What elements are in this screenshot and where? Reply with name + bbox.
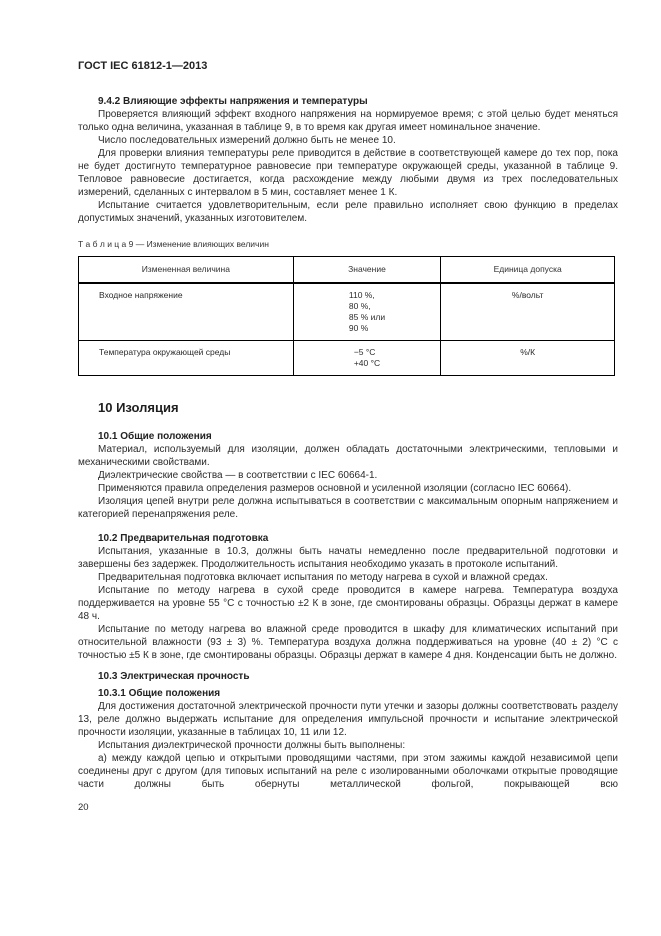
paragraph: Применяются правила определения размеров основной и усиленной изоляции (согласно IEC 60664). <box>98 483 572 494</box>
cell-value <box>293 341 441 376</box>
section-10-3-1-heading: 10.3.1 Общие положения <box>98 688 221 699</box>
value-line: −5 °С <box>353 347 376 357</box>
section-10-2-heading: 10.2 Предварительная подготовка <box>98 533 269 544</box>
table-header-row <box>79 257 615 284</box>
table-row <box>79 283 615 341</box>
section-10-2 <box>78 532 618 662</box>
paragraph: Испытания диэлектрической прочности должны быть выполнены: <box>98 740 406 751</box>
cell-unit: %/К <box>441 341 615 376</box>
paragraph: Испытание по методу нагрева в сухой среде проводится в камере нагрева. Температура воздуха поддерживается на уровне 55 °С с точностью ±2 К в зоне, где смонтированы образцы. Образцы держат в камере 48 ч. <box>78 585 618 622</box>
paragraph: Испытание считается удовлетворительным, если реле правильно исполняет свою функцию в пределах допустимых значений, указанных изготовителем. <box>78 200 618 224</box>
section-9-4-2 <box>78 95 618 225</box>
value-line: 85 % или <box>348 312 386 322</box>
paragraph: Испытания, указанные в 10.3, должны быть начаты немедленно после предварительной подготовки и завершены без задержек. Продолжительность испытания необходимо указать в протоколе испытаний. <box>78 546 618 570</box>
paragraph: Проверяется влияющий эффект входного напряжения на нормируемое время; с этой целью будет меняться только одна величина, указанная в таблице 9, в то время как другая имеет номинальное значение. <box>78 109 618 133</box>
column-header-quantity: Измененная величина <box>79 257 294 284</box>
paragraph: Число последовательных измерений должно быть не менее 10. <box>98 135 396 146</box>
page-number: 20 <box>78 802 89 813</box>
paragraph: Предварительная подготовка включает испытания по методу нагрева в сухой и влажной средах. <box>98 572 548 583</box>
paragraph: Для проверки влияния температуры реле приводится в действие в соответствующей камере до тех пор, пока не будет достигнуто температурное равновесие при температуре окружающей среды, указанной в таблице 9. Тепловое равновесие достигается, когда расхождение между любыми двумя из трех последовательных измерений, сделанных с интервалом в 5 мин, составляет менее 1 К. <box>78 148 618 198</box>
paragraph: Материал, используемый для изоляции, должен обладать достаточными электрическими, тепловыми и механическими свойствами. <box>78 444 618 468</box>
cell-unit: %/вольт <box>441 283 615 341</box>
paragraph: Диэлектрические свойства — в соответствии с IEC 60664-1. <box>98 470 378 481</box>
section-10-1-heading: 10.1 Общие положения <box>98 431 212 442</box>
paragraph: а) между каждой цепью и открытыми проводящими частями, при этом зажимы каждой независимой цепи соединены друг с другом (для типовых испытаний на реле с изолированными оболочками открытые проводящие части должны быть обернуты металлической фольгой, покрывающей всю <box>78 753 618 790</box>
paragraph: Испытание по методу нагрева во влажной среде проводится в шкафу для климатических испытаний при относительной влажности (93 ± 3) %. Температура воздуха должна поддерживаться на уровне (40 ± 2) °С с точностью ±5 К в зоне, где смонтированы образцы. Образцы держат в камере 4 дня. Конденсации быть не должно. <box>78 624 618 661</box>
table-9-caption: Т а б л и ц а 9 — Изменение влияющих величин <box>78 239 269 249</box>
section-10-heading: 10 Изоляция <box>98 400 179 415</box>
value-line: 90 % <box>348 323 369 333</box>
table-row <box>79 341 615 376</box>
paragraph: Изоляция цепей внутри реле должна испытываться в соответствии с максимальным опорным напряжением и категорией перенапряжения реле. <box>78 496 618 520</box>
cell-value <box>293 283 441 341</box>
value-line: 80 %, <box>348 301 371 311</box>
value-line: +40 °С <box>353 358 381 368</box>
section-10-3 <box>78 670 618 791</box>
document-header: ГОСТ IEC 61812-1—2013 <box>78 60 208 72</box>
value-line: 110 %, <box>348 290 375 300</box>
paragraph: Для достижения достаточной электрической прочности пути утечки и зазоры должны соответствовать разделу 13, реле должно выдержать испытание для определения импульсной прочности и испытание электрической прочности изоляции, указанные в таблицах 10, 11 или 12. <box>78 701 618 738</box>
table-9 <box>78 256 615 376</box>
cell-quantity: Входное напряжение <box>79 283 294 341</box>
column-header-value: Значение <box>293 257 441 284</box>
cell-quantity: Температура окружающей среды <box>79 341 294 376</box>
column-header-unit: Единица допуска <box>441 257 615 284</box>
section-9-4-2-heading: 9.4.2 Влияющие эффекты напряжения и температуры <box>98 96 368 107</box>
section-10-3-heading: 10.3 Электрическая прочность <box>98 671 250 682</box>
section-10-1 <box>78 430 618 521</box>
